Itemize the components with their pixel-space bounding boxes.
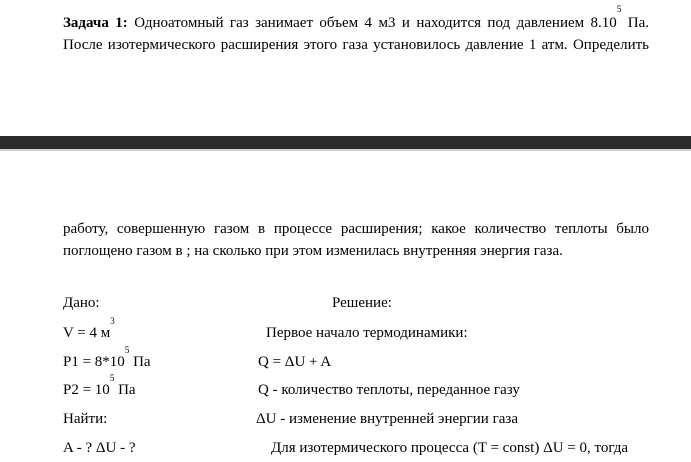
problem-line-4: поглощено газом в ; на сколько при этом изменилась внутренняя энергия газа.: [63, 243, 563, 259]
problem-line-1: Задача 1: Одноатомный газ занимает объем 4 м3 и находится под давлением 8.10$^5$ Па.: [63, 4, 649, 31]
given-pressure-1: $P1 = 8*10^5$ Па: [63, 345, 151, 370]
problem-label: Задача 1:: [63, 15, 128, 31]
problem-statement-top: [63, 4, 649, 56]
given-volume: V = 4 $м^3$: [63, 316, 115, 341]
page-divider-shadow: [0, 149, 691, 151]
given-pressure-2: $P2 = 10^5$ Па: [63, 373, 136, 398]
problem-line-3: работу, совершенную газом в процессе расширения; какое количество теплоты было: [63, 221, 649, 237]
solution-line-5: Для изотермического процесса (T = const) ΔU = 0, тогда: [271, 440, 629, 456]
solution-line-3: Q - количество теплоты, переданное газу: [258, 382, 520, 398]
page-divider-band: [0, 136, 691, 149]
given-title: Дано:: [63, 295, 100, 311]
solution-line-4: ΔU - изменение внутренней энергии газа: [256, 411, 518, 427]
find-unknowns: A - ? ΔU - ?: [63, 440, 136, 456]
problem-statement-bottom: [63, 218, 649, 262]
find-title: Найти:: [63, 411, 108, 427]
solution-line-1: Первое начало термодинамики:: [266, 325, 468, 341]
solution-line-2: Q = ΔU + A: [258, 354, 332, 370]
problem-line-2: После изотермического расширения этого газа установилось давление 1 атм. Определить: [63, 37, 649, 53]
solution-title: Решение:: [332, 295, 392, 311]
